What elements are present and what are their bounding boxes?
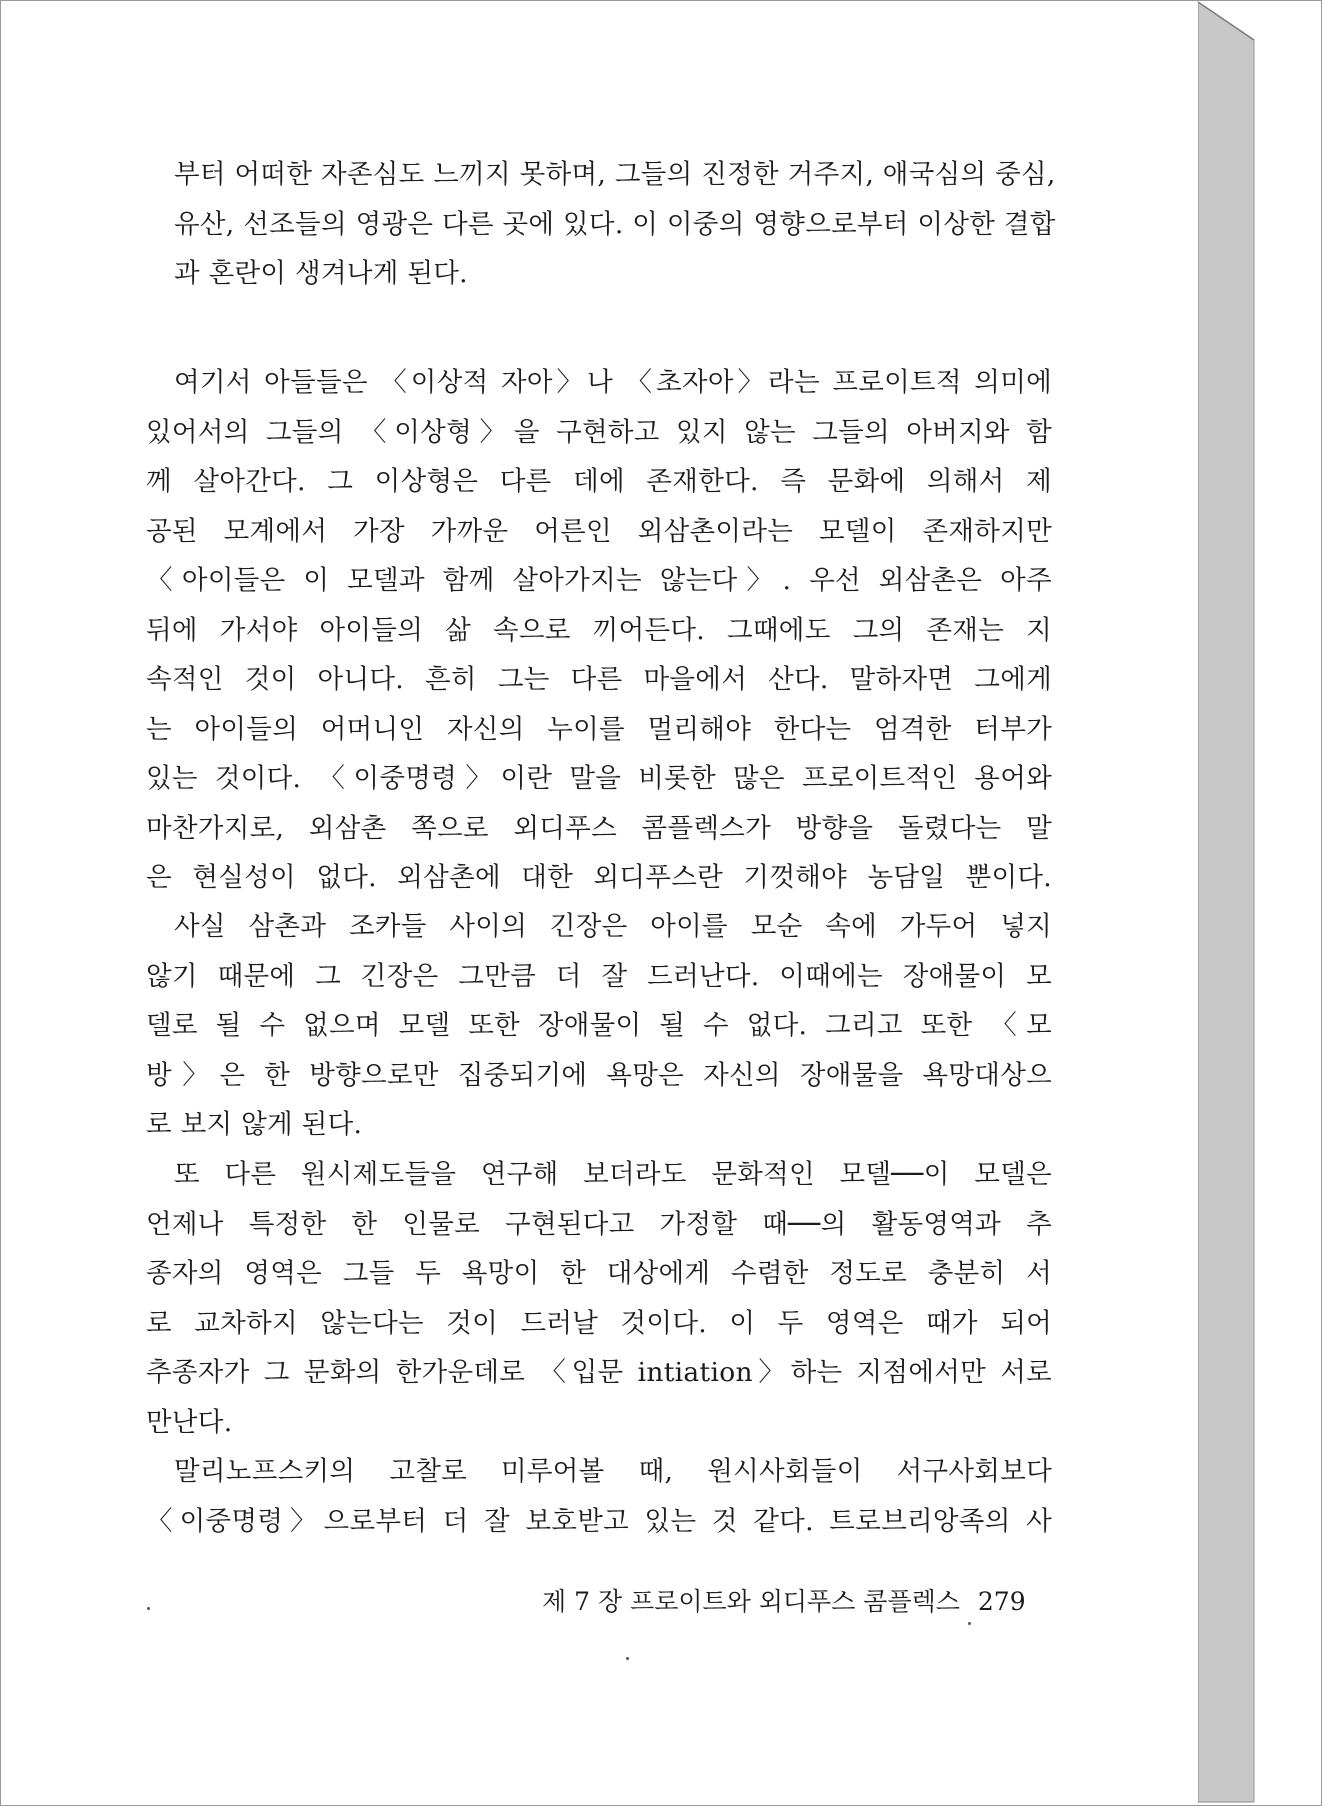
book-page bbox=[2, 2, 1198, 1802]
text-line: 는 아이들의 어머니인 자신의 누이를 멀리해야 한다는 엄격한 터부가 bbox=[146, 713, 1052, 745]
text-line: 과 혼란이 생겨나게 된다. bbox=[174, 258, 468, 289]
text-line: 방〉은 한 방향으로만 집중되기에 욕망은 자신의 장애물을 욕망대상으 bbox=[146, 1059, 1052, 1091]
paragraph-4 bbox=[146, 1150, 1052, 1447]
text-line: 마찬가지로, 외삼촌 쪽으로 외디푸스 콤플렉스가 방향을 돌렸다는 말 bbox=[146, 812, 1052, 844]
text-line: 있는 것이다. 〈이중명령〉이란 말을 비롯한 많은 프로이트적인 용어와 bbox=[146, 763, 1052, 794]
text-line: 언제나 특정한 한 인물로 구현된다고 가정할 때──의 활동영역과 추 bbox=[146, 1208, 1052, 1240]
book-edge-graphic bbox=[1196, 0, 1322, 1806]
text-line: 사실 삼촌과 조카들 사이의 긴장은 아이를 모순 속에 가두어 넣지 bbox=[174, 911, 1052, 942]
scan-speck bbox=[626, 1657, 629, 1660]
running-footer bbox=[542, 1582, 1026, 1618]
text-line: 은 현실성이 없다. 외삼촌에 대한 외디푸스란 기껏해야 농담일 뿐이다. bbox=[146, 862, 1052, 893]
text-line: 로 교차하지 않는다는 것이 드러날 것이다. 이 두 영역은 때가 되어 bbox=[146, 1307, 1052, 1339]
chapter-title: 제 7 장 프로이트와 외디푸스 콤플렉스 bbox=[542, 1587, 960, 1616]
text-line: 종자의 영역은 그들 두 욕망이 한 대상에게 수렴한 정도로 충분히 서 bbox=[146, 1258, 1052, 1289]
text-line: 여기서 아들들은 〈이상적 자아〉나 〈초자아〉라는 프로이트적 의미에 bbox=[174, 367, 1052, 398]
page-number: 279 bbox=[977, 1587, 1026, 1616]
paragraph-1 bbox=[146, 150, 1056, 299]
paragraph-2 bbox=[146, 358, 1052, 903]
text-line: 부터 어떠한 자존심도 느끼지 못하며, 그들의 진정한 거주지, 애국심의 중심, bbox=[174, 159, 1056, 190]
scan-speck bbox=[147, 1607, 150, 1610]
text-line: 〈아이들은 이 모델과 함께 살아가지는 않는다〉. 우선 외삼촌은 아주 bbox=[146, 565, 1052, 596]
paragraph-3 bbox=[146, 902, 1052, 1150]
text-line: 만난다. bbox=[146, 1406, 233, 1438]
text-line: 속적인 것이 아니다. 흔히 그는 다른 마을에서 산다. 말하자면 그에게 bbox=[146, 664, 1052, 695]
text-line: 뒤에 가서야 아이들의 삶 속으로 끼어든다. 그때에도 그의 존재는 지 bbox=[146, 614, 1052, 646]
text-line: 있어서의 그들의 〈이상형〉을 구현하고 있지 않는 그들의 아버지와 함 bbox=[146, 416, 1052, 448]
scan-speck bbox=[968, 1622, 971, 1625]
text-line: 께 살아간다. 그 이상형은 다른 데에 존재한다. 즉 문화에 의해서 제 bbox=[146, 466, 1052, 497]
text-line: 추종자가 그 문화의 한가운데로 〈입문 intiation〉하는 지점에서만 서로 bbox=[146, 1357, 1052, 1388]
text-line: 델로 될 수 없으며 모델 또한 장애물이 될 수 없다. 그리고 또한 〈모 bbox=[146, 1010, 1052, 1041]
text-line: 유산, 선조들의 영광은 다른 곳에 있다. 이 이중의 영향으로부터 이상한 결합 bbox=[174, 208, 1056, 240]
text-line: 〈이중명령〉으로부터 더 잘 보호받고 있는 것 같다. 트로브리앙족의 사 bbox=[146, 1505, 1052, 1537]
text-line: 않기 때문에 그 긴장은 그만큼 더 잘 드러난다. 이때에는 장애물이 모 bbox=[146, 960, 1052, 992]
text-line: 공된 모계에서 가장 가까운 어른인 외삼촌이라는 모델이 존재하지만 bbox=[146, 515, 1052, 547]
paragraph-5 bbox=[146, 1447, 1052, 1546]
text-line: 또 다른 원시제도들을 연구해 보더라도 문화적인 모델──이 모델은 bbox=[174, 1159, 1052, 1190]
text-line: 로 보지 않게 된다. bbox=[146, 1109, 363, 1140]
text-line: 말리노프스키의 고찰로 미루어볼 때, 원시사회들이 서구사회보다 bbox=[174, 1456, 1052, 1487]
